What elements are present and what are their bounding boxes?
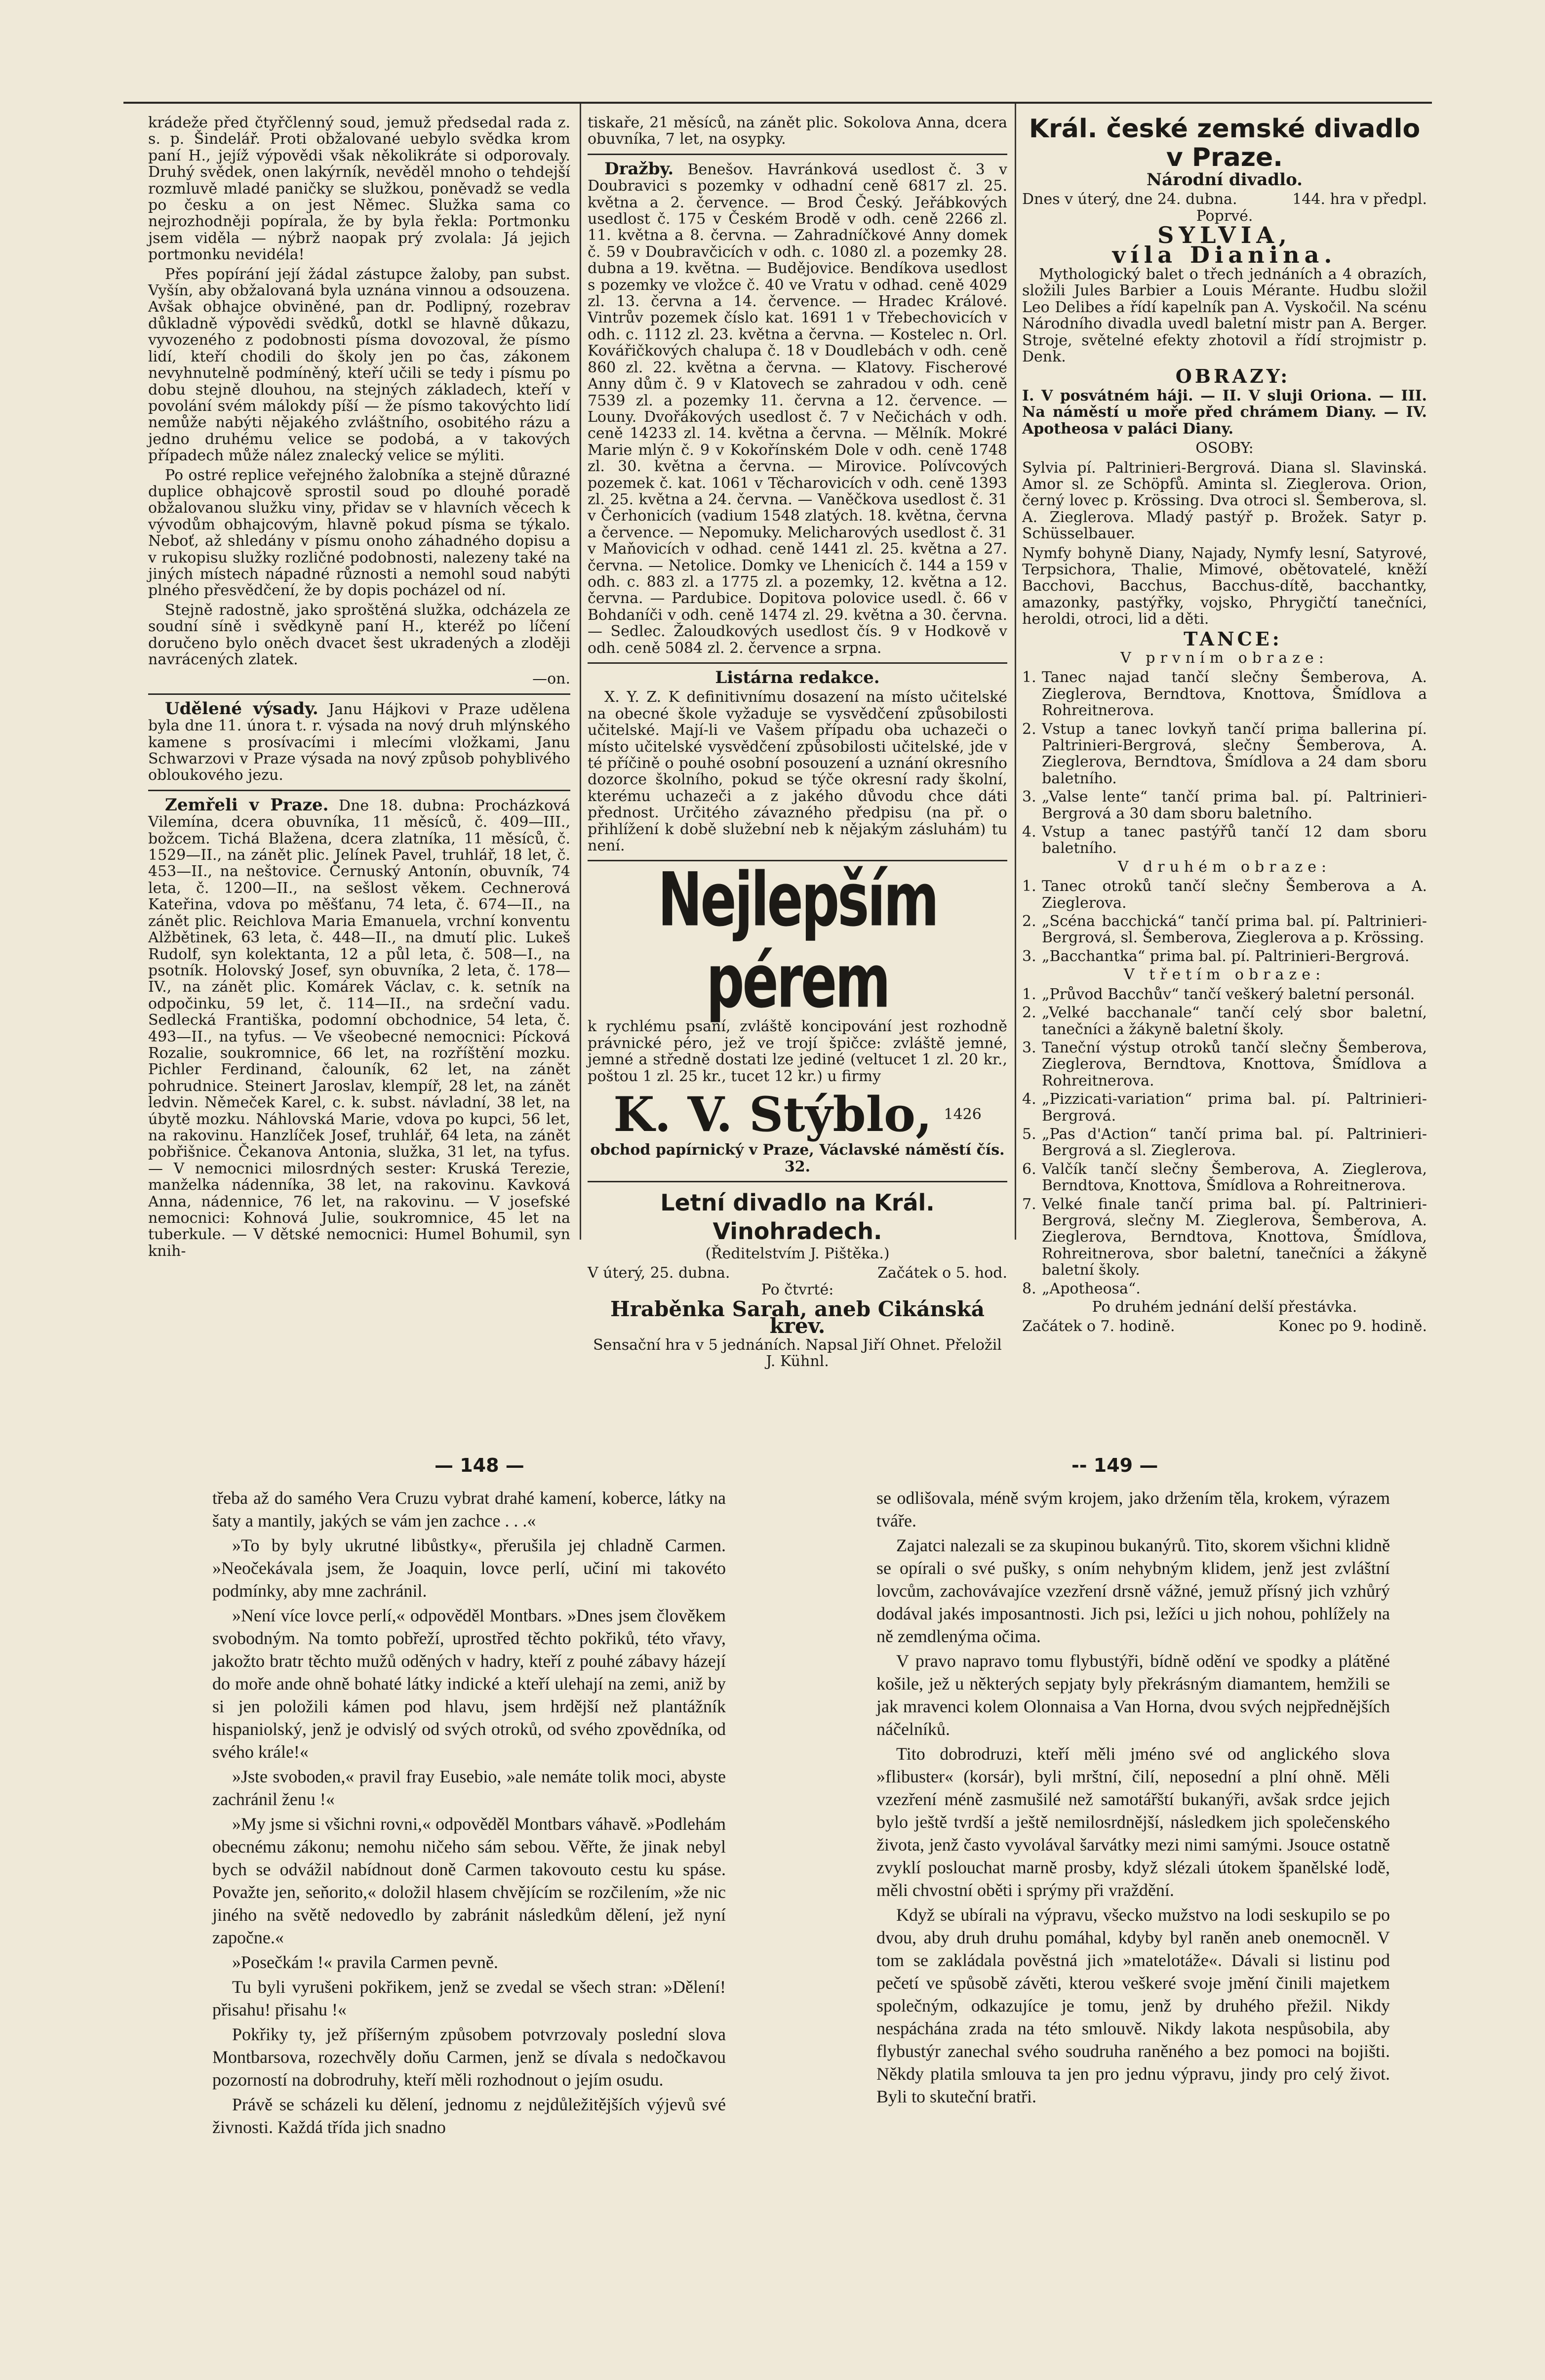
theater-title: Letní divadlo na Král. Vinohradech. — [660, 1189, 935, 1245]
book-paragraph: V pravo napravo tomu flybustýři, bídně odění ve spodky a plátěné košile, jež u některých sepjaty byly překrásným diamantem, hemžili se jak mravenci kolem Olonnaisa a Van Horna, dvou svých nejpřednějších náčelníků. — [876, 1651, 1390, 1739]
book-paragraph: »Posečkám !« pravila Carmen pevně. — [232, 1952, 498, 1972]
scene-label: V druhém obraze: — [1117, 858, 1332, 876]
ad-banner: Nejlepším pérem — [658, 857, 937, 1025]
scene-label: V třetím obraze: — [1123, 966, 1326, 984]
book-paragraph: »To by byly ukrutné libůstky«, přerušila jej chladně Carmen. »Neočekávala jsem, že Joaquin, lovce perlí, učiní mi takovéto podmínky, aby mne zachránil. — [212, 1535, 726, 1601]
dance-item: 2. Vstup a tanec lovkyň tančí prima ballerina pí. Paltrinieri-Bergrová, slečny Šemberova, A. Zieglerova, Berndtova, Šmídlova a 24 dam sboru baletního. — [1022, 720, 1427, 787]
book-paragraph: »My jsme si všichni rovni,« odpověděl Montbars váhavě. »Podlehám obecnému zákonu; nemohu ničeho sám sebou. Věřte, že jinak nebyl bych se odvážil nabídnout doně Carmen takovouto cestu ku spáse. Považte jen, seňorito,« doložil hlasem chvějícím se rozčilením, »že nic jiného na světě nedovedlo by zabránit následkům dělení, jež nyní započne.« — [212, 1814, 726, 1947]
scene-label: V prvním obraze: — [1120, 649, 1329, 667]
ensemble-list: Nymfy bohyně Diany, Najady, Nymfy lesní, Satyrové, Terpsichora, Thalie, Mimové, obětovatelé, kněží Bacchovi, Bacchus, Bacchus-dítě, bacchantky, amazonky, pastýřky, vojsko, Phrygičtí tanečníci, heroldi, otroci, lid a děti. — [1022, 544, 1427, 628]
book-paragraph: se odlišovala, méně svým krojem, jako držením těla, krokem, výrazem tváře. — [876, 1488, 1390, 1531]
column-divider-1 — [580, 104, 581, 1240]
book-paragraph: Tu byli vyrušeni pokřikem, jenž se zvedal se všech stran: »Dělení! přisahu! přisahu !« — [212, 1977, 726, 2019]
book-paragraph: Pokřiky ty, jež příšerným způsobem potvrzovaly poslední slova Montbarsova, rozechvěly doňu Carmen, jenž se dívala s nedočkavou pozorností na dobrodruhy, kteří měli rozhodnout o jejím osudu. — [212, 2024, 726, 2090]
section-heading: Udělené výsady. — [165, 698, 318, 719]
premiere-label: Poprvé. — [1196, 207, 1253, 225]
ad-maker: K. V. Stýblo, — [613, 1087, 932, 1143]
column-divider-2 — [1015, 104, 1016, 1240]
dance-item: 3. Taneční výstup otroků tančí slečny Šemberova, Zieglerova, Berndtova, Knottova, Šmídlova a Rohreitnerova. — [1022, 1039, 1427, 1089]
section-text: tiskaře, 21 měsíců, na zánět plic. Sokolova Anna, dcera obuvníka, 7 let, na osypky. — [588, 114, 1007, 148]
theater-play: Hraběnka Sarah, aneb Cikánská krev. — [610, 1297, 985, 1338]
column-middle — [588, 114, 1007, 1371]
dance-item: 7. Velké finale tančí prima bal. pí. Paltrinieri-Bergrová, slečny M. Zieglerova, Šemberova, A. Zieglerova, Berndtova, Knottova, Šmídlova, Rohreitnerova, sbor baletní, tanečníci a žákyně baletní školy. — [1022, 1195, 1427, 1279]
page-number-right: -- 149 — — [1071, 1454, 1158, 1476]
column-right — [1022, 114, 1427, 1335]
article-text: krádeže před čtyřčlenný soud, jemuž předsedal rada z. s. p. Šindelář. Proti obžalované uebylo svědka krom paní H., jejíž výpovědi však několikráte si odporovaly. Druhý svědek, onen lakýrník, nevěděl mnoho o tehdejší rozmluvě mladé paničky se služkou, poněvadž se vedla po česku a on jest Němec. Služka sama co nejrozhodněji popírala, že by byla řekla: Portmonku jsem viděla — nýbrž naopak prý zvolala: Já jejich portmonku nevidéla! — [148, 114, 570, 264]
theater-director: (Ředitelstvím J. Pištěka.) — [705, 1245, 890, 1262]
article-text: Po ostré replice veřejného žalobníka a stejně důrazné duplice obhajcově sprostil soud po dlouhé poradě obžalovanou služku viny, přidav se v hlavních věcech k vývodům obhajcovým, hlavně pokud písma se týkalo. Neboť, až shledány v písmu onoho záhadného dopisu a v rukopisu služky rozličné podobnosti, nalezeny také na jiných místech nápadné různosti a nemohl soud nabýti plného přesvědčení, že by dopis pocházel od ní. — [148, 466, 570, 600]
section-text: Benešov. Havránková usedlost č. 3 v Doubravici s pozemky v odhadní ceně 6817 zl. 25. května a 2. července. — Brod Český. Jeřábkových usedlost č. 175 v Českém Brodě v odh. ceně 2266 zl. 11. května a 8. června. — Zahradníčkové Anny domek č. 59 v Doubravčicích v odh. c. 1080 zl. a pozemky 28. dubna a 19. května. — Budějovice. Bendíkova usedlost s pozemky ve vložce č. 40 ve Vratu v odhad. ceně 4029 zl. 13. června a 14. července. — Hradec Králové. Vintrův pozemek číslo kat. 1691 1 v Třebechovicích v odh. c. 1112 zl. 23. května a června. — Kostelec n. Orl. Kovářičkových chalupa č. 18 v Doudlebách v odh. ceně 860 zl. 22. května a června. — Klatovy. Fischerové Anny dům č. 9 v Klatovech se zahradou v odh. ceně 7539 zl. a pozemky 11. června a 12. července. — Louny. Dvořákových usedlost č. 7 v Nečichách v odh. ceně 14233 zl. 14. května a června. — Mělník. Mokré Marie mlýn č. 9 v Kokořínském Dole v odh. ceně 1748 zl. 30. května a června. — Mirovice. Polívcových pozemek č. kat. 1061 v Těcharovicích v odh. ceně 1393 zl. 25. května a 24. června. — Vaněčkova usedlost č. 31 v Čerhonicích (vadium 1548 zlatých. 18. května, června a července. — Nepomuky. Melicharových usedlost č. 31 v Maňovicích v odhad. ceně 1441 zl. 25. května a 27. června. — Netolice. Domky ve Lhenicích č. 144 a 159 v odh. c. 883 zl. a 1775 zl. a pozemky, 12. května a 12. června. — Pardubice. Dopitova polovice usedl. č. 66 v Bohdaníči v odh. ceně 1474 zl. 29. května a 30. června. — Sedlec. Žaloudkových usedlost čís. 9 v Hodkově v odh. ceně 5084 zl. 2. července a srpna. — [588, 161, 1007, 657]
book-page-left — [212, 1487, 726, 2188]
ad-text: k rychlému psaní, zvláště koncipování jest rozhodně právnické péro, jež ve trojí špičce: zvláště jemné, jemné a středně dostati lze jediné (veltucet 1 zl. 20 kr., poštou 1 zl. 25 kr., tucet 12 kr.) u firmy — [588, 1018, 1007, 1085]
end-time: Konec po 9. hodině. — [1278, 1318, 1427, 1335]
divider — [588, 154, 1007, 155]
ad-number: 1426 — [944, 1106, 982, 1124]
ad-shop: obchod papírnický v Praze, Václavské náměstí čís. 32. — [590, 1141, 1005, 1175]
section-heading: Dražby. — [604, 159, 674, 179]
divider — [148, 790, 570, 791]
dance-item: 6. Valčík tančí slečny Šemberova, A. Zieglerova, Berndtova, Knottova, Šmídlova a Rohreitnerova. — [1022, 1160, 1427, 1195]
theater-performance: 144. hra v předpl. — [1292, 191, 1427, 208]
dances-heading: TANCE: — [1184, 627, 1282, 650]
article-text: Přes popírání její žádal zástupce žaloby, pan subst. Vyšín, aby obžalovaná byla uznána vinnou a odsouzena. Avšak obhajce obviněné, pan dr. Podlipný, rozebrav důkladně výpovědi svědků, dotkl se hlavně důkazu, vyvozeného z podobnosti písma dovozoval, že písmo lidí, kteří chodili do školy jen po čas, zákonem nevyhnutelně podmíněný, kteří učili se tedy i písmu po dobu stejně dlouhou, na stejných základech, kteří v povolání svém málokdy píší — že písmo takovýchto lidí nemůže nabýti nějakého zvláštního, osobitého rázu a jedno druhému velice se podobá, a v takových případech může nález znalecký velice se mýliti. — [148, 265, 570, 465]
theater-date: Dnes v úterý, dne 24. dubna. — [1022, 191, 1237, 208]
cast-heading: OSOBY: — [1195, 440, 1254, 457]
dance-item: 2. „Velké bacchanale“ tančí celý sbor baletní, tanečníci a žákyně baletní školy. — [1022, 1004, 1427, 1038]
play-title: SYLVIA, — [1157, 222, 1292, 249]
dance-item: 8. „Apotheosa“. — [1022, 1280, 1141, 1297]
divider — [148, 693, 570, 695]
book-paragraph: Tito dobrodruzi, kteří měli jméno své od anglického slova »flibuster« (korsár), byli mrštní, čilí, neposední a plní ohně. Měli vzezření méně zasmušilé než samotářští bukanýři, avšak srdce jejich bylo ještě tvrdší a ještě nemilosrdnější, následkem jich společenského života, jenž často vyvolával šarvátky mezi nimi samými. Jsouce ostatně zvyklí poslouchat marně prosby, když slézali útokem španělské lodě, měli chvostní oběti i sprýmy při vraždění. — [876, 1744, 1390, 1900]
section-heading: Zemřeli v Praze. — [165, 795, 329, 815]
theater-subtitle: Národní divadlo. — [1146, 170, 1303, 190]
book-paragraph: třeba až do samého Vera Cruzu vybrat drahé kamení, koberce, látky na šaty a mantily, jakých se vám jen zachce . . .« — [212, 1488, 726, 1531]
divider — [588, 662, 1007, 664]
dance-item: 1. Tanec najad tančí slečny Šemberova, A. Zieglerova, Berndtova, Knottova, Šmídlova a Rohreitnerova. — [1022, 669, 1427, 720]
play-description: Mythologický balet o třech jednáních a 4 obrazích, složili Jules Barbier a Louis Mérante. Hudbu složil Leo Delibes a řídí kapelník pan A. Vyskočil. Na scénu Národního divadla uvedl baletní mistr pan A. Berger. Stroje, světelné efekty zhotovil a řídí strojmistr p. Denk. — [1022, 266, 1427, 366]
dance-item: 1. „Průvod Bacchův“ tančí veškerý baletní personál. — [1022, 985, 1415, 1003]
play-subtitle: víla Dianina. — [1112, 241, 1337, 268]
intermission-note: Po druhém jednání delší přestávka. — [1092, 1298, 1357, 1316]
book-paragraph: Když se ubírali na výpravu, všecko mužstvo na lodi seskupilo se po dvou, aby druh druhu pomáhal, kdyby byl raněn aneb onemocněl. V tom se zakládala pověstná jich »matelotáže«. Dávali si listinu pod pečetí ve spůsobě závěti, kterou veškeré svoje jmění činili majetkem společným, odkazujíce je tomu, jenž by druhého přežil. Nikdy nespáchána zrada na této smlouvě. Nikdy lakota nespůsobila, aby flybustýr zanechal svého soudruha raněného a bez pomoci na bojišti. Někdy platila smlouva ta jen pro jednu výpravu, jindy pro celý život. Byli to skuteční bratři. — [876, 1905, 1390, 2106]
book-page-right — [876, 1487, 1390, 2188]
dance-item: 5. „Pas d'Action“ tančí prima bal. pí. Paltrinieri-Bergrová a sl. Zieglerova. — [1022, 1125, 1427, 1160]
book-paragraph: Zajatci nalezali se za skupinou bukanýrů. Tito, skorem všichni klidně se opírali o své pušky, s oním nehybným klidem, jenž jest zvláštní lovcům, zachovávajíce vzezření drsně vážné, jemuž přísný jich vzhůrý dodával jakés imposantnosti. Jich psi, ležíci u jich nohou, pohlížely na ně zemdlenýma očima. — [876, 1535, 1390, 1646]
column-left — [148, 115, 570, 1265]
cast-list: Sylvia pí. Paltrinieri-Bergrová. Diana sl. Slavinská. Amor sl. ze Schöpfů. Aminta sl. Zieglerova. Orion, černý lovec p. Krössing. Dva otroci sl. Šemberova, sl. A. Zieglerova. Mladý pastýř p. Brožek. Satyr p. Schüsselbauer. — [1022, 459, 1427, 543]
theater-start: Začátek o 5. hod. — [877, 1264, 1007, 1282]
section-text: Dne 18. dubna: Procházková Vilemína, dcera obuvníka, 11 měsíců, č. 409—III., božcem. Tichá Blažena, dcera zlatníka, 11 měsíců, č. 1529—II., na zánět plic. Jelínek Pavel, truhlář, 18 let, č. 453—II., na neštovice. Černuský Antonín, obuvník, 74 leta, č. 1200—II., na sešlost věkem. Cechnerová Kateřina, vdova po měšťanu, 74 leta, č. 674—II., na zánět plic. Reichlova Maria Emanuela, vrchní konventu Alžbětinek, 63 leta, č. 448—II., na dmutí plic. Lukeš Rudolf, syn kolektanta, 12 a půl leta, č. 508—I., na psotník. Holovský Josef, syn obuvníka, 2 leta, č. 178—IV., na zánět plic. Komárek Václav, c. k. setník na odpočinku, 59 let, č. 114—II., na srdeční vadu. Sedlecká Františka, podomní obchodnice, 54 leta, č. 493—II., na tyfus. — Ve všeobecné nemocnici: Pícková Rozalie, soukromnice, 66 let, na rozříštění mozku. Pichler Ferdinand, čalouník, 62 let, na zánět pohrudnice. Steinert Jaroslav, klempíř, 28 let, na zánět ledvin. Němeček Karel, c. k. subst. návladní, 38 let, na úbytě mozku. Náhlovská Marie, vdova po kupci, 56 let, na rakovinu. Hanzlíček Josef, truhlář, 64 leta, na zánět pobřišnice. Čekanova Antonia, služka, 31 let, na tyfus. — V nemocnici milosrdných sester: Kruská Terezie, manželka nádenníka, 38 let, na rakovinu. Kavková Anna, nádennice, 76 let, na rakovinu. — V josefské nemocnici: Kohnová Julie, soukromnice, 45 let na tuberkule. — V dětské nemocnici: Humel Bohumil, syn knih- — [148, 797, 570, 1260]
advertisement — [588, 857, 1007, 1175]
theater-date: V úterý, 25. dubna. — [588, 1264, 730, 1282]
scenes-heading: OBRAZY: — [1175, 365, 1291, 388]
top-rule — [123, 102, 1432, 104]
article-text: Stejně radostně, jako sproštěná služka, odcházela ze soudní síně i svědkyně paní H., kteréž po líčení doručeno bylo oněch dvacet šest ukradených a zloději navrácených zlatek. — [148, 601, 570, 668]
book-paragraph: »Není více lovce perlí,« odpověděl Montbars. »Dnes jsem člověkem svobodným. Na tomto pobřeží, uprostřed těchto pokřiků, této vřavy, jakožto bratr těchto mužů oděných v hadry, kteří z pouhé zábavy házejí do moře ande ohně bohaté látky indické a kteří ulehají na zemi, aniž by si jen položili kámen pod hlavu, jsem hrdější než plantážník hispaniolský, jenž je odvislý od svých otroků, od svého zpovědníka, od svého krále!« — [212, 1606, 726, 1762]
dance-item: 1. Tanec otroků tančí slečny Šemberova a A. Zieglerova. — [1022, 878, 1427, 912]
dance-item: 3. „Bacchantka“ prima bal. pí. Paltrinieri-Bergrová. — [1022, 947, 1410, 965]
theater-desc: Sensační hra v 5 jednáních. Napsal Jiří Ohnet. Přeložil J. Kühnl. — [593, 1336, 1002, 1371]
section-text: X. Y. Z. K definitivnímu dosazení na místo učitelské na obecné škole vyžaduje se vysvědčení způsobilosti učitelské. Mají-li ve Vašem případu oba uchazeči o místo učitelské vysvědčení způsobilosti učitelské, jde v té příčině o pouhé osobní posouzení a uznání okresního dozorce školního, pokud se týče okresní rady školní, kterému uchazeči a z jakého důvodu chce dáti přednost. Určitého závazného předpisu (na př. o přihlížení k době služební neb k nějakým zásluhám) tu není. — [588, 688, 1007, 855]
section-heading: Listárna redakce. — [715, 668, 880, 687]
theater-title: Král. české zemské divadlo v Praze. — [1029, 114, 1421, 172]
dance-item: 4. „Pizzicati-variation“ prima bal. pí. Paltrinieri-Bergrová. — [1022, 1090, 1427, 1125]
article-signature: —on. — [532, 670, 570, 688]
scenes-list: I. V posvátném háji. — II. V sluji Oriona. — III. Na náměstí u moře před chrámem Diany. — IV. Apotheosa v paláci Diany. — [1022, 387, 1427, 438]
theater-count: Po čtvrté: — [761, 1281, 834, 1298]
book-paragraph: »Jste svoboden,« pravil fray Eusebio, »ale nemáte tolik moci, abyste zachránil ženu !« — [212, 1767, 726, 1809]
page-number-left: — 148 — — [435, 1454, 524, 1476]
divider — [588, 1181, 1007, 1182]
dance-item: 4. Vstup a tanec pastýřů tančí 12 dam sboru baletního. — [1022, 823, 1427, 857]
section-text: Janu Hájkovi v Praze udělena byla dne 11. února t. r. výsada na nový druh mlýnského kamene s prosívacími i mlecími vložkami, Janu Schwarzovi v Praze výsada na nový způsob pohyblivého obloukového jezu. — [148, 700, 570, 784]
start-time: Začátek o 7. hodině. — [1022, 1318, 1175, 1335]
dance-item: 2. „Scéna bacchická“ tančí prima bal. pí. Paltrinieri-Bergrová, sl. Šemberova, Zieglerova a p. Krössing. — [1022, 913, 1427, 947]
dance-item: 3. „Valse lente“ tančí prima bal. pí. Paltrinieri-Bergrová a 30 dam sboru baletního. — [1022, 788, 1427, 822]
book-paragraph: Právě se scházeli ku dělení, jednomu z nejdůležitějších výjevů své živnosti. Každá třída jich snadno — [212, 2095, 726, 2137]
